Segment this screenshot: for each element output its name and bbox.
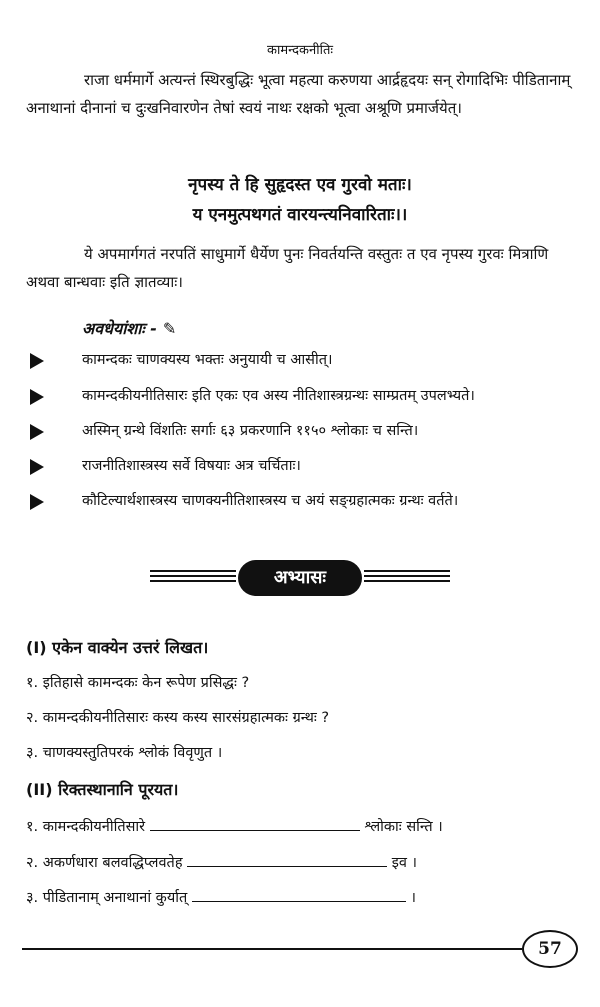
fill-blank-prefix: ३. पीडितानाम् अनाथानां कुर्यात् <box>26 890 188 906</box>
pen-icon: ✎ <box>162 319 177 338</box>
fill-blank-suffix: । <box>410 890 416 906</box>
arrow-bullet-icon <box>30 494 44 510</box>
question-item: ३. चाणक्यस्तुतिपरकं श्लोकं विवृणुत । <box>26 745 223 761</box>
fill-blank-suffix: इव । <box>391 855 418 871</box>
notes-heading <box>82 317 176 339</box>
answer-blank[interactable] <box>187 852 387 867</box>
paragraph-1-text: राजा धर्ममार्गे अत्यन्तं स्थिरबुद्धिः भूत्वा महत्या करुणया आर्द्रहृदयः सन् रोगादिभिः पीडितानाम् अनाथानां दीनानां च दुःखनिवारणेन तेषां स्वयं नाथः रक्षको भूत्वा अश्रूणि प्रमार्जयेत्। <box>26 71 571 117</box>
verse-line-1: नृपस्य ते हि सुहृदस्त एव गुरवो मताः। <box>188 175 412 195</box>
page-number: 57 <box>522 930 578 968</box>
banner-rule-left <box>150 570 236 585</box>
paragraph-2-text: ये अपमार्गगतं नरपतिं साधुमार्गे धैर्येण पुनः निवर्तयन्ति वस्तुतः त एव नृपस्य गुरवः मित्राणि अथवा बान्धवाः इति ज्ञातव्याः। <box>26 245 549 291</box>
verse-line-2: य एनमुत्पथगतं वारयन्त्यनिवारिताः।। <box>192 205 408 225</box>
note-item <box>30 486 590 516</box>
answer-blank[interactable] <box>150 816 360 831</box>
note-item <box>30 416 590 446</box>
note-text: कामन्दकीयनीतिसारः इति एकः एव अस्य नीतिशास्त्रग्रन्थः साम्प्रतम् उपलभ्यते। <box>82 388 475 404</box>
fill-blank-prefix: २. अकर्णधारा बलवद्धिप्लवतेह <box>26 855 183 871</box>
question-item: २. कामन्दकीयनीतिसारः कस्य कस्य सारसंग्रहात्मकः ग्रन्थः ? <box>26 710 330 726</box>
notes-heading-text: अवधेयांशाः - <box>82 319 157 338</box>
note-text: कौटिल्यार्थशास्त्रस्य चाणक्यनीतिशास्त्रस्य च अयं सङ्ग्रहात्मकः ग्रन्थः वर्तते। <box>82 493 459 509</box>
note-text: कामन्दकः चाणक्यस्य भक्तः अनुयायी च आसीत्। <box>82 352 333 368</box>
note-item <box>30 381 590 411</box>
section-1-heading: (I) एकेन वाक्येन उत्तरं लिखत। <box>26 638 209 657</box>
paragraph-2 <box>26 240 582 296</box>
arrow-bullet-icon <box>30 353 44 369</box>
banner-rule-right <box>364 570 450 585</box>
arrow-bullet-icon <box>30 389 44 405</box>
note-text: राजनीतिशास्त्रस्य सर्वे विषयाः अत्र चर्चिताः। <box>82 458 301 474</box>
paragraph-1 <box>26 66 582 122</box>
fill-blank-prefix: १. कामन्दकीयनीतिसारे <box>26 819 146 835</box>
exercise-banner <box>150 560 450 596</box>
arrow-bullet-icon <box>30 459 44 475</box>
running-head: कामन्दकनीतिः <box>266 43 333 58</box>
footer-rule <box>22 948 522 950</box>
question-item: १. इतिहासे कामन्दकः केन रूपेण प्रसिद्धः ? <box>26 675 250 691</box>
note-item <box>30 345 590 375</box>
section-2-heading: (II) रिक्तस्थानानि पूरयत। <box>26 780 179 799</box>
fill-blank-item <box>26 815 443 839</box>
note-item <box>30 451 590 481</box>
note-text: अस्मिन् ग्रन्थे विंशतिः सर्गाः ६३ प्रकरणानि ११५० श्लोकाः च सन्ति। <box>82 423 419 439</box>
fill-blank-item <box>26 886 416 910</box>
exercise-title: अभ्यासः <box>238 560 362 596</box>
fill-blank-item <box>26 851 417 875</box>
answer-blank[interactable] <box>192 887 406 902</box>
arrow-bullet-icon <box>30 424 44 440</box>
fill-blank-suffix: श्लोकाः सन्ति । <box>364 819 443 835</box>
